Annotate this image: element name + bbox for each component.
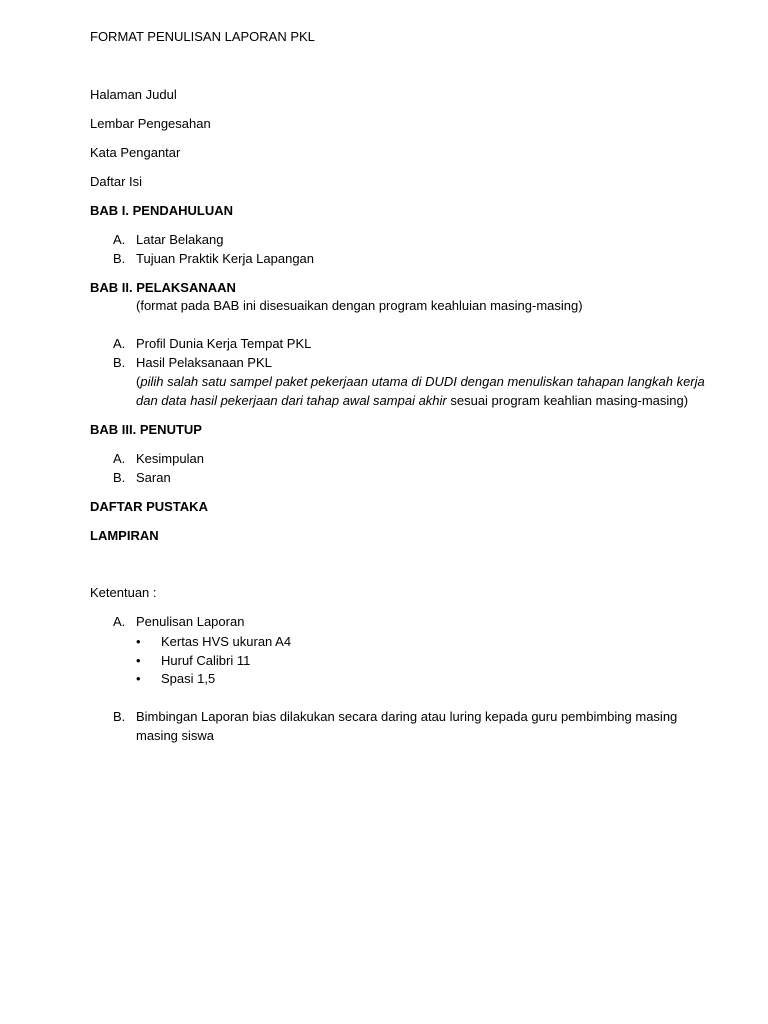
list-marker: A. (113, 451, 126, 466)
list-item: Hasil Pelaksanaan PKL (136, 355, 272, 370)
bab2-detail-line2: dan data hasil pekerjaan dari tahap awal sampai akhir sesuai program keahlian masing-masing) (136, 393, 689, 408)
list-item: Tujuan Praktik Kerja Lapangan (136, 251, 315, 266)
bullet-glyph: • (136, 634, 141, 649)
bab1-heading: BAB I. PENDAHULUAN (90, 203, 233, 218)
bullet-item: Huruf Calibri 11 (161, 653, 251, 668)
list-marker: A. (113, 614, 126, 629)
list-marker: A. (113, 232, 126, 247)
front-matter-item: Halaman Judul (90, 87, 177, 102)
document-title: FORMAT PENULISAN LAPORAN PKL (90, 29, 315, 44)
list-item: Bimbingan Laporan bias dilakukan secara daring atau luring kepada guru pembimbing masing (136, 709, 678, 724)
list-marker: B. (113, 470, 126, 485)
bullet-glyph: • (136, 671, 141, 686)
bab2-note: (format pada BAB ini disesuaikan dengan program keahluian masing-masing) (136, 298, 583, 313)
ketentuan-label: Ketentuan : (90, 585, 157, 600)
list-marker: B. (113, 355, 126, 370)
bullet-item: Spasi 1,5 (161, 671, 216, 686)
list-marker: B. (113, 709, 126, 724)
bab3-heading: BAB III. PENUTUP (90, 422, 202, 437)
front-matter-item: Daftar Isi (90, 174, 143, 189)
list-item: Penulisan Laporan (136, 614, 245, 629)
bullet-glyph: • (136, 653, 141, 668)
list-marker: B. (113, 251, 126, 266)
bullet-item: Kertas HVS ukuran A4 (161, 634, 292, 649)
bab2-heading: BAB II. PELAKSANAAN (90, 280, 236, 295)
list-item: Latar Belakang (136, 232, 224, 247)
list-item: Profil Dunia Kerja Tempat PKL (136, 336, 312, 351)
list-item: Kesimpulan (136, 451, 204, 466)
daftar-pustaka-heading: DAFTAR PUSTAKA (90, 499, 208, 514)
bab2-detail-line1: (pilih salah satu sampel paket pekerjaan utama di DUDI dengan menuliskan tahapan langkah kerja (136, 374, 705, 389)
front-matter-item: Kata Pengantar (90, 145, 181, 160)
list-item: Saran (136, 470, 171, 485)
lampiran-heading: LAMPIRAN (90, 528, 159, 543)
front-matter-item: Lembar Pengesahan (90, 116, 211, 131)
list-marker: A. (113, 336, 126, 351)
list-item-continuation: masing siswa (136, 728, 215, 743)
